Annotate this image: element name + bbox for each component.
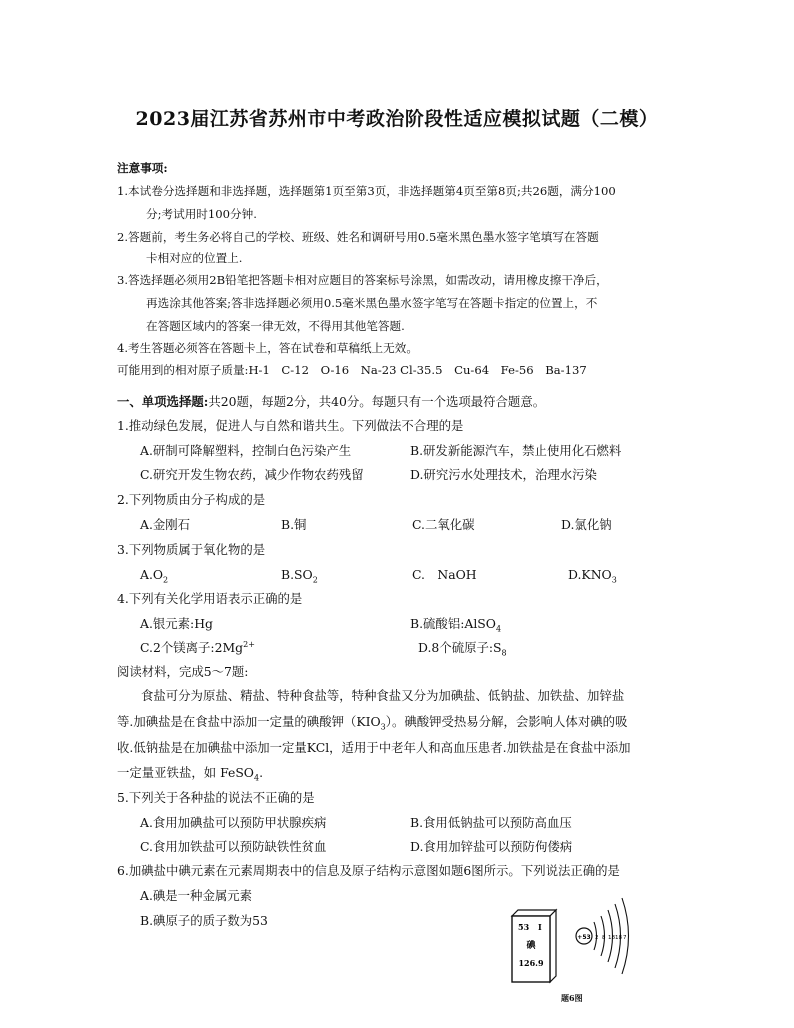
section-1-desc: 共20题，每题2分，共40分。每题只有一个选项最符合题意。	[208, 394, 546, 409]
q1-option-c: C.研究开发生物农药，减少作物农药残留	[140, 467, 364, 482]
shell-1-count: 2	[595, 935, 599, 941]
q3-option-a: $A.O_2$	[140, 567, 169, 585]
atom-structure	[576, 898, 629, 974]
nucleus-charge: +53	[577, 934, 591, 941]
q5-option-d: D.食用加锌盐可以预防佝偻病	[410, 839, 573, 854]
shell-5-count: 7	[623, 935, 627, 941]
q6-stem: 6.加碘盐中碘元素在元素周期表中的信息及原子结构示意图如题6图所示。下列说法正确的是	[117, 863, 620, 878]
q6-option-b: B.碘原子的质子数为53	[140, 913, 268, 928]
note-4: 4.考生答题必须答在答题卡上，答在试卷和草稿纸上无效。	[117, 341, 418, 355]
reading-line-4: 一定量亚铁盐，如 FeSO$_4$.	[117, 765, 264, 783]
q3-option-c: C. NaOH	[412, 567, 477, 582]
q4-stem: 4.下列有关化学用语表示正确的是	[117, 591, 303, 606]
note-2b: 卡相对应的位置上.	[146, 251, 243, 265]
section-1-label: 一、单项选择题:	[117, 394, 209, 409]
atomic-masses: 可能用到的相对原子质量:H-1 C-12 O-16 Na-23 Cl-35.5 Cu-64 Fe-56 Ba-137	[117, 363, 587, 377]
q5-option-c: C.食用加铁盐可以预防缺铁性贫血	[140, 839, 327, 854]
notes-heading: 注意事项:	[117, 161, 168, 175]
atomic-number: 53	[518, 922, 530, 932]
element-symbol: I	[538, 922, 542, 932]
note-3c: 在答题区域内的答案一律无效，不得用其他笔答题.	[146, 319, 405, 333]
shell-2-count: 8	[602, 935, 606, 941]
q4-option-d: D.8个硫原子$:S_8$	[418, 640, 507, 658]
q4-option-b: B.硫酸铝:AlSO$_4$	[410, 616, 502, 634]
q4-option-c: C.2个镁离子$:2Mg^{2+}$	[140, 639, 255, 655]
note-2a: 2.答题前，考生务必将自己的学校、班级、姓名和调研号用0.5毫米黑色墨水签字笔填写在答题	[117, 230, 599, 244]
figure-6	[506, 896, 641, 1006]
q4-option-a: A.银元素:Hg	[140, 616, 213, 631]
note-1a: 1.本试卷分选择题和非选择题，选择题第1页至第3页，非选择题第4页至第8页;共26题，满分100	[117, 184, 616, 198]
reading-intro: 阅读材料，完成5～7题:	[117, 664, 249, 679]
page-title: 2023届江苏省苏州市中考政治阶段性适应模拟试题（二模）	[135, 108, 659, 130]
q2-option-b: B.铜	[281, 517, 307, 532]
q1-option-d: D.研究污水处理技术，治理水污染	[410, 467, 597, 482]
atomic-mass: 126.9	[518, 958, 544, 968]
q2-option-c: C.二氧化碳	[412, 517, 475, 532]
q1-stem: 1.推动绿色发展，促进人与自然和谐共生。下列做法不合理的是	[117, 418, 464, 433]
note-1b: 分;考试用时100分钟.	[146, 207, 257, 221]
reading-line-3: 收.低钠盐是在加碘盐中添加一定量KCl，适用于中老年人和高血压患者.加铁盐是在食盐中添加	[117, 740, 631, 755]
shell-4-count: 18	[615, 935, 622, 941]
figure-6-caption: 题6图	[561, 993, 583, 1003]
q5-option-b: B.食用低钠盐可以预防高血压	[410, 815, 572, 830]
q1-option-b: B.研发新能源汽车，禁止使用化石燃料	[410, 443, 622, 458]
q2-option-d: D.氯化钠	[561, 517, 612, 532]
q5-stem: 5.下列关于各种盐的说法不正确的是	[117, 790, 315, 805]
note-3b: 再选涂其他答案;答非选择题必须用0.5毫米黑色墨水签字笔写在答题卡指定的位置上，不	[146, 296, 598, 310]
figure-6-svg	[506, 896, 641, 1006]
section-1-heading	[117, 394, 545, 410]
q3-stem: 3.下列物质属于氧化物的是	[117, 542, 266, 557]
shell-3-count: 18	[608, 935, 615, 941]
note-3a: 3.答选择题必须用2B铅笔把答题卡相对应题目的答案标号涂黑，如需改动，请用橡皮擦干净后，	[117, 273, 608, 287]
q3-option-b: $B.SO_2$	[281, 567, 318, 585]
q6-option-a: A.碘是一种金属元素	[140, 888, 253, 903]
periodic-cell	[512, 910, 556, 982]
q3-option-d: $D.KNO_3$	[568, 567, 617, 585]
q2-stem: 2.下列物质由分子构成的是	[117, 492, 266, 507]
element-name: 碘	[526, 941, 536, 951]
q5-option-a: A.食用加碘盐可以预防甲状腺疾病	[140, 815, 327, 830]
q2-option-a: A.金刚石	[140, 517, 191, 532]
reading-line-2: 等.加碘盐是在食盐中添加一定量的碘酸钾$(KIO_3)$。碘酸钾受热易分解，会影响人体对碘的吸	[117, 714, 628, 732]
q1-option-a: A.研制可降解塑料，控制白色污染产生	[140, 443, 352, 458]
reading-line-1: 食盐可分为原盐、精盐、特种食盐等，特种食盐又分为加碘盐、低钠盐、加铁盐、加锌盐	[141, 688, 625, 703]
